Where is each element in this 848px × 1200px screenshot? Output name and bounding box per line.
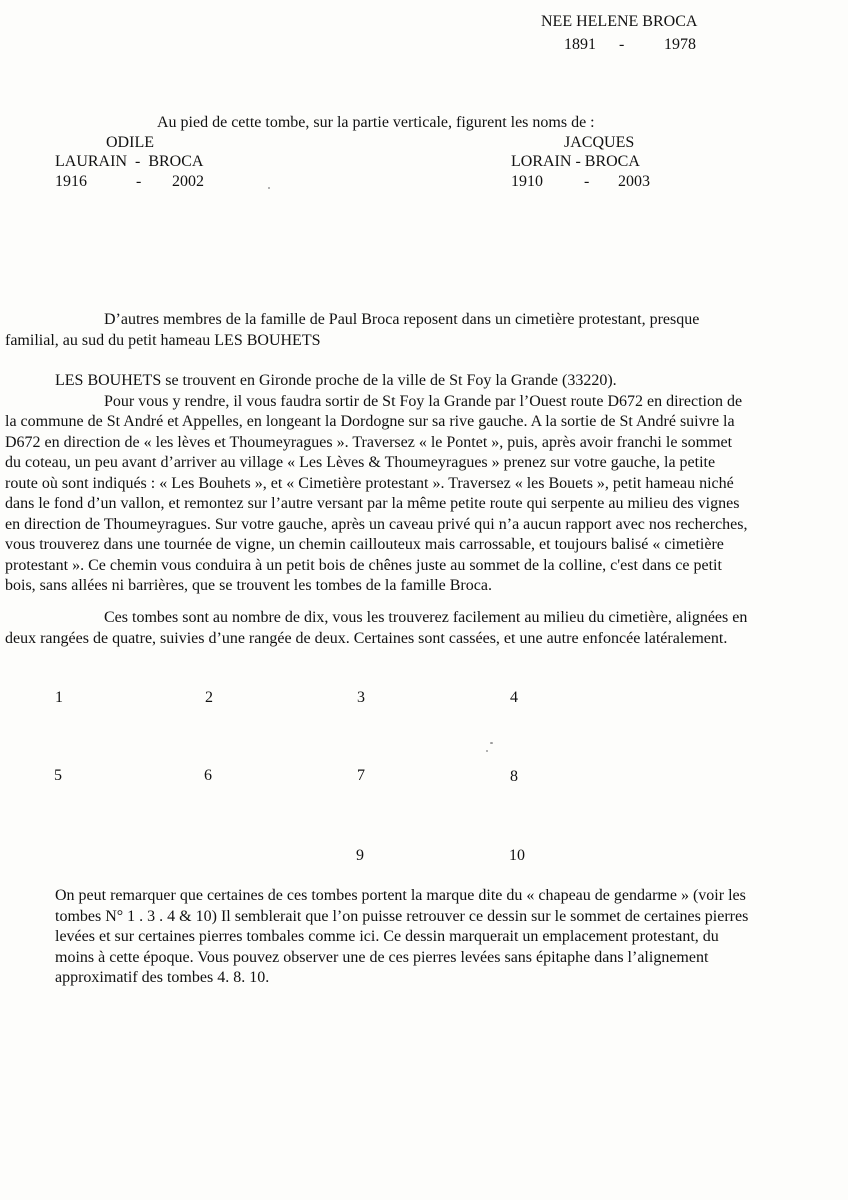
tomb-number-3: 3 [357, 689, 365, 706]
text-line: du coteau, un peu avant d’arriver au village « Les Lèves & Thoumeyragues » prenez sur votre gauche, la petite [5, 454, 716, 471]
text-line: route où sont indiqués : « Les Bouhets », et « Cimetière protestant ». Traversez « les Bouets », petit hameau niché [5, 474, 734, 492]
intro-line: Au pied de cette tombe, sur la partie verticale, figurent les noms de : [157, 114, 595, 131]
text-line: Pour vous y rendre, il vous faudra sortir de St Foy la Grande par l’Ouest route D672 en direction de [104, 392, 743, 410]
left-dash: - [136, 173, 142, 190]
paragraph-family-members [5, 310, 845, 351]
tomb-number-5: 5 [54, 767, 62, 784]
scan-speck [490, 742, 493, 744]
text-line: vous trouverez dans une tournée de vigne, un chemin caillouteux mais carrossable, et toujours balisé « cimetière [5, 536, 724, 553]
text-line: approximatif des tombes 4. 8. 10. [55, 969, 270, 986]
left-surname: LAURAIN - BROCA [55, 153, 204, 170]
right-death: 2003 [618, 173, 650, 190]
tomb-number-2: 2 [205, 689, 213, 706]
right-dash: - [584, 173, 590, 190]
text-line: bois, sans allées ni barrières, que se trouvent les tombes de la famille Broca. [5, 577, 492, 594]
text-line: en direction de Thoumeyragues. Sur votre gauche, après un caveau privé qui n’a aucun rapport avec nos recherches, [5, 515, 748, 533]
text-line: levées et sur certaines pierres tombales comme ici. Ce dessin marquerait un emplacement protestant, du [55, 928, 719, 945]
tomb-number-1: 1 [55, 689, 63, 706]
tomb-number-8: 8 [510, 768, 518, 785]
header-year-end: 1978 [664, 36, 696, 53]
text-line: la commune de St André et Appelles, en longeant la Dordogne sur sa rive gauche. A la sortie de St André suivre la [5, 413, 735, 430]
tomb-number-7: 7 [357, 767, 365, 784]
text-line: tombes N° 1 . 3 . 4 & 10) Il semblerait que l’on puisse retrouver ce dessin sur le sommet de certaines pierres [55, 907, 749, 925]
text-line: deux rangées de quatre, suivies d’une rangée de deux. Certaines sont cassées, et une autre enfoncée latéralement. [5, 629, 728, 647]
right-birth: 1910 [511, 173, 543, 190]
scan-speck [268, 187, 270, 189]
text-line: moins à cette époque. Vous pouvez observer une de ces pierres levées sans épitaphe dans l’alignement [55, 948, 709, 966]
text-line: LES BOUHETS se trouvent en Gironde proche de la ville de St Foy la Grande (33220). [55, 372, 617, 389]
text-line: dans le fond d’un vallon, et remontez sur l’autre versant par la même petite route qui serpente au milieu des vignes [5, 495, 740, 512]
left-death: 2002 [172, 173, 204, 190]
header-year-start: 1891 [564, 36, 596, 53]
right-first-name: JACQUES [564, 134, 635, 151]
scan-speck [486, 750, 488, 752]
header-year-dash: - [619, 36, 625, 53]
text-line: D672 en direction de « les lèves et Thoumeyragues ». Traversez « le Pontet », puis, après avoir franchi le sommet [5, 433, 733, 451]
right-surname: LORAIN - BROCA [511, 153, 640, 170]
paragraph-directions [5, 371, 845, 597]
text-line: On peut remarquer que certaines de ces tombes portent la marque dite du « chapeau de gendarme » (voir les [55, 887, 746, 904]
tomb-number-9: 9 [356, 847, 364, 864]
text-line: Ces tombes sont au nombre de dix, vous les trouverez facilement au milieu du cimetière, alignées en [104, 609, 748, 626]
left-birth: 1916 [55, 173, 87, 190]
tomb-number-4: 4 [510, 689, 518, 706]
text-line: familial, au sud du petit hameau LES BOUHETS [5, 331, 321, 349]
left-first-name: ODILE [106, 134, 154, 151]
tomb-number-10: 10 [509, 847, 525, 864]
paragraph-tomb-layout [5, 608, 845, 649]
tomb-number-6: 6 [204, 767, 212, 784]
paragraph-gendarme-hat [55, 886, 845, 989]
text-line: D’autres membres de la famille de Paul Broca reposent dans un cimetière protestant, presque [104, 311, 700, 328]
header-name: NEE HELENE BROCA [541, 13, 698, 30]
text-line: protestant ». Ce chemin vous conduira à un petit bois de chênes juste au sommet de la colline, c'est dans ce petit [5, 556, 722, 574]
